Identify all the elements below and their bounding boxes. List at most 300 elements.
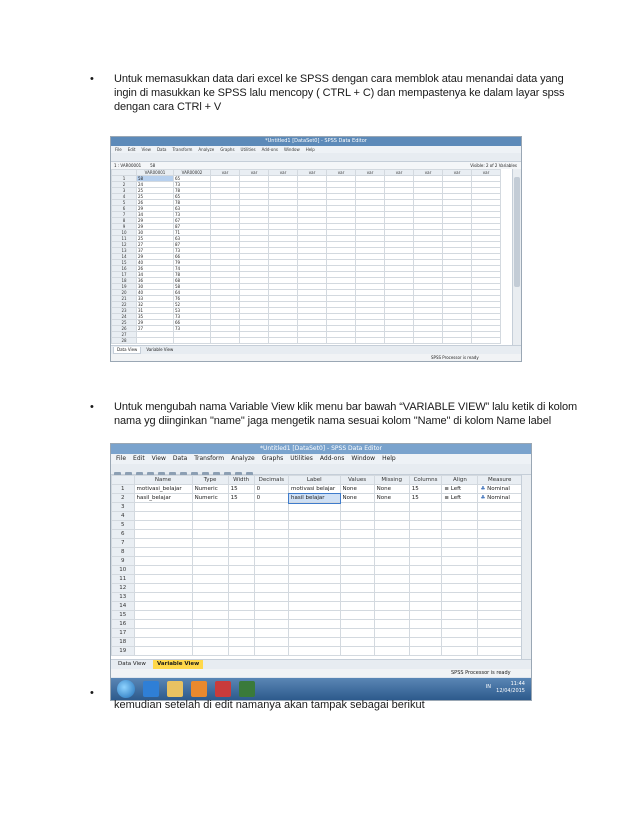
column-header[interactable]: var [298,170,327,176]
column-header[interactable]: Measure [478,476,522,485]
variable-cell[interactable]: 15 [409,485,442,494]
data-cell[interactable]: 32 [137,302,174,308]
variable-cell[interactable] [134,638,192,647]
column-header[interactable]: Width [228,476,254,485]
variable-cell[interactable] [340,521,374,530]
variable-cell[interactable] [409,584,442,593]
variable-cell[interactable] [478,629,522,638]
media-player-icon[interactable] [191,681,207,697]
variable-cell[interactable] [340,584,374,593]
data-cell[interactable]: 65 [174,194,211,200]
menu-item-data[interactable]: Data [156,147,167,152]
variable-cell[interactable] [442,638,478,647]
variable-cell[interactable] [228,629,254,638]
data-cell[interactable]: 40 [137,290,174,296]
row-number[interactable]: 1 [112,485,135,494]
row-number[interactable]: 14 [112,254,137,260]
variable-cell[interactable] [409,593,442,602]
variable-cell[interactable] [254,647,288,656]
data-cell[interactable]: 66 [174,254,211,260]
variable-cell[interactable] [192,539,228,548]
variable-cell[interactable] [192,557,228,566]
variable-cell[interactable] [442,647,478,656]
column-header[interactable]: var [327,170,356,176]
variable-cell[interactable] [254,575,288,584]
row-number[interactable]: 10 [112,566,135,575]
variable-cell[interactable] [478,530,522,539]
variable-cell[interactable]: hasil_belajar [134,494,192,503]
data-cell[interactable]: 25 [137,188,174,194]
column-header[interactable]: Missing [374,476,409,485]
variable-cell[interactable] [192,512,228,521]
variable-cell[interactable] [374,638,409,647]
data-cell[interactable]: 25 [137,194,174,200]
variable-cell[interactable] [478,611,522,620]
variable-cell[interactable]: Numeric [192,485,228,494]
variable-cell[interactable] [289,548,341,557]
variable-cell[interactable] [134,575,192,584]
data-cell[interactable]: 64 [174,290,211,296]
column-header[interactable]: var [385,170,414,176]
variable-cell[interactable] [289,557,341,566]
variable-cell[interactable] [228,611,254,620]
row-number[interactable]: 7 [112,212,137,218]
data-cell[interactable] [414,338,443,344]
vertical-scrollbar[interactable] [521,475,531,659]
variable-cell[interactable] [192,611,228,620]
data-cell[interactable] [385,338,414,344]
column-header[interactable]: var [472,170,501,176]
variable-cell[interactable] [374,602,409,611]
tab-data-view[interactable]: Data View [113,347,141,354]
menu-item-window[interactable]: Window [283,147,300,152]
data-cell[interactable]: 34 [137,272,174,278]
variable-cell[interactable] [134,512,192,521]
data-cell[interactable]: 53 [174,308,211,314]
data-cell[interactable]: 27 [137,326,174,332]
menu-item-edit[interactable]: Edit [133,455,145,462]
variable-cell[interactable]: 15 [409,494,442,503]
data-cell[interactable]: 33 [137,296,174,302]
data-cell[interactable]: 78 [174,188,211,194]
row-number[interactable]: 11 [112,236,137,242]
variable-cell[interactable] [409,629,442,638]
variable-cell[interactable] [254,539,288,548]
menu-item-edit[interactable]: Edit [127,147,136,152]
variable-cell[interactable] [254,584,288,593]
variable-cell[interactable] [442,503,478,512]
menu-item-window[interactable]: Window [351,455,376,462]
data-cell[interactable]: 25 [137,236,174,242]
row-number[interactable]: 14 [112,602,135,611]
variable-cell[interactable] [134,584,192,593]
variable-cell[interactable] [374,557,409,566]
variable-cell[interactable] [192,575,228,584]
variable-cell[interactable] [289,512,341,521]
data-cell[interactable]: 30 [137,230,174,236]
variable-cell[interactable]: None [340,485,374,494]
variable-cell[interactable] [228,557,254,566]
variable-cell[interactable] [478,647,522,656]
variable-cell[interactable] [192,629,228,638]
variable-cell[interactable] [442,620,478,629]
row-number[interactable]: 6 [112,530,135,539]
variable-cell[interactable]: Numeric [192,494,228,503]
variable-cell[interactable] [192,584,228,593]
variable-cell[interactable] [192,602,228,611]
row-number[interactable]: 12 [112,584,135,593]
row-number[interactable]: 5 [112,521,135,530]
row-number[interactable]: 1 [112,176,137,182]
variable-cell[interactable] [289,584,341,593]
data-cell[interactable]: 35 [137,314,174,320]
menu-item-help[interactable]: Help [305,147,315,152]
variable-cell[interactable] [228,548,254,557]
variable-cell[interactable] [340,548,374,557]
menu-item-addons[interactable]: Add-ons [319,455,345,462]
data-cell[interactable]: 26 [137,266,174,272]
row-number[interactable]: 4 [112,512,135,521]
variable-cell[interactable] [289,602,341,611]
cell-value[interactable]: 58 [150,163,156,168]
menu-item-data[interactable]: Data [172,455,188,462]
scrollbar-thumb[interactable] [514,177,520,287]
variable-cell[interactable] [192,503,228,512]
row-number[interactable]: 15 [112,260,137,266]
variable-cell[interactable]: 15 [228,494,254,503]
variable-grid[interactable] [111,475,522,659]
variable-cell[interactable] [442,512,478,521]
row-number[interactable]: 19 [112,647,135,656]
column-header[interactable]: var [414,170,443,176]
variable-cell[interactable] [409,503,442,512]
ie-browser-icon[interactable] [143,681,159,697]
variable-cell[interactable] [374,575,409,584]
data-cell[interactable]: 73 [174,326,211,332]
variable-cell[interactable] [340,575,374,584]
variable-cell[interactable] [340,557,374,566]
row-number[interactable]: 4 [112,194,137,200]
row-number[interactable]: 2 [112,494,135,503]
variable-cell[interactable] [289,629,341,638]
row-number[interactable]: 13 [112,248,137,254]
variable-cell[interactable] [340,611,374,620]
variable-cell[interactable] [134,530,192,539]
variable-cell[interactable] [340,593,374,602]
data-cell[interactable]: 73 [174,212,211,218]
menu-item-utilities[interactable]: Utilities [290,455,313,462]
row-number[interactable]: 7 [112,539,135,548]
variable-cell[interactable] [340,539,374,548]
menu-item-view[interactable]: View [151,455,166,462]
menu-item-analyze[interactable]: Analyze [198,147,215,152]
tab-variable-view[interactable]: Variable View [153,660,203,669]
variable-cell[interactable] [374,539,409,548]
variable-cell[interactable] [340,629,374,638]
data-cell[interactable] [298,338,327,344]
variable-cell[interactable] [228,521,254,530]
column-header[interactable] [112,476,135,485]
column-header[interactable]: Decimals [254,476,288,485]
menu-item-help[interactable]: Help [382,455,396,462]
variable-cell[interactable] [340,530,374,539]
row-number[interactable]: 3 [112,503,135,512]
start-button-icon[interactable] [117,680,135,698]
variable-cell[interactable] [442,584,478,593]
row-number[interactable]: 25 [112,320,137,326]
variable-cell[interactable] [134,521,192,530]
variable-cell[interactable] [228,575,254,584]
variable-cell[interactable] [228,602,254,611]
variable-cell[interactable] [374,512,409,521]
data-cell[interactable] [211,338,240,344]
tray-clock[interactable] [496,681,525,695]
variable-cell[interactable] [254,620,288,629]
variable-cell[interactable]: None [374,485,409,494]
variable-cell[interactable] [409,611,442,620]
row-number[interactable]: 21 [112,296,137,302]
data-cell[interactable]: 34 [137,212,174,218]
variable-cell[interactable]: hasil belajar [289,494,341,503]
data-cell[interactable]: 40 [137,260,174,266]
variable-cell[interactable] [289,620,341,629]
variable-cell[interactable] [228,512,254,521]
variable-cell[interactable] [374,503,409,512]
variable-cell[interactable] [409,539,442,548]
variable-cell[interactable]: None [340,494,374,503]
variable-cell[interactable]: motivasi_belajar [134,485,192,494]
variable-cell[interactable] [442,530,478,539]
variable-cell[interactable] [442,629,478,638]
data-cell[interactable]: 30 [137,284,174,290]
data-cell[interactable]: 73 [174,182,211,188]
data-cell[interactable]: 67 [174,218,211,224]
data-cell[interactable]: 65 [174,176,211,182]
variable-cell[interactable] [254,557,288,566]
variable-cell[interactable] [192,521,228,530]
row-number[interactable]: 2 [112,182,137,188]
row-number[interactable]: 8 [112,218,137,224]
column-header[interactable]: var [356,170,385,176]
tray-language[interactable]: IN [485,684,491,690]
variable-cell[interactable] [192,530,228,539]
data-cell[interactable]: 63 [174,236,211,242]
variable-cell[interactable] [192,548,228,557]
data-cell[interactable]: 76 [174,296,211,302]
column-header[interactable]: var [211,170,240,176]
variable-cell[interactable] [289,647,341,656]
data-cell[interactable] [174,338,211,344]
data-cell[interactable]: 71 [174,230,211,236]
variable-cell[interactable] [254,530,288,539]
row-number[interactable]: 10 [112,230,137,236]
row-number[interactable]: 3 [112,188,137,194]
align-cell[interactable] [442,494,478,503]
menu-item-transform[interactable]: Transform [172,147,193,152]
row-number[interactable]: 28 [112,338,137,344]
data-cell[interactable] [137,338,174,344]
data-cell[interactable]: 24 [137,182,174,188]
variable-cell[interactable] [442,611,478,620]
column-header[interactable]: Columns [409,476,442,485]
variable-cell[interactable] [374,566,409,575]
variable-cell[interactable] [409,530,442,539]
data-cell[interactable]: 78 [174,200,211,206]
column-header[interactable]: var [443,170,472,176]
variable-cell[interactable] [228,530,254,539]
variable-cell[interactable] [228,584,254,593]
variable-cell[interactable] [192,566,228,575]
variable-cell[interactable] [228,503,254,512]
column-header[interactable]: VAR00001 [137,170,174,176]
row-number[interactable]: 6 [112,206,137,212]
data-cell[interactable]: 29 [137,320,174,326]
data-cell[interactable]: 29 [137,224,174,230]
row-number[interactable]: 11 [112,575,135,584]
data-cell[interactable]: 31 [137,308,174,314]
variable-cell[interactable] [134,548,192,557]
variable-cell[interactable] [254,593,288,602]
variable-cell[interactable] [254,602,288,611]
variable-cell[interactable] [134,647,192,656]
data-cell[interactable] [327,338,356,344]
variable-cell[interactable] [340,647,374,656]
variable-cell[interactable] [134,593,192,602]
row-number[interactable]: 9 [112,557,135,566]
variable-cell[interactable] [340,620,374,629]
variable-cell[interactable] [478,539,522,548]
variable-cell[interactable] [134,611,192,620]
menu-item-file[interactable]: File [116,455,127,462]
variable-cell[interactable] [254,503,288,512]
menu-item-analyze[interactable]: Analyze [231,455,255,462]
row-number[interactable]: 16 [112,266,137,272]
word-app-icon[interactable] [239,681,255,697]
row-number[interactable]: 17 [112,629,135,638]
variable-cell[interactable] [478,602,522,611]
measure-cell[interactable] [478,494,522,503]
variable-cell[interactable] [254,512,288,521]
menu-item-graphs[interactable]: Graphs [220,147,235,152]
variable-cell[interactable] [442,575,478,584]
variable-cell[interactable] [409,602,442,611]
variable-cell[interactable] [192,647,228,656]
variable-cell[interactable] [374,611,409,620]
variable-cell[interactable] [134,557,192,566]
row-number[interactable]: 18 [112,278,137,284]
tab-variable-view[interactable]: Variable View [146,347,174,352]
column-header[interactable]: Type [192,476,228,485]
variable-cell[interactable] [478,593,522,602]
variable-cell[interactable] [192,638,228,647]
variable-cell[interactable] [228,647,254,656]
variable-cell[interactable]: None [374,494,409,503]
data-cell[interactable]: 58 [174,284,211,290]
variable-cell[interactable] [409,575,442,584]
measure-cell[interactable] [478,485,522,494]
variable-cell[interactable] [409,548,442,557]
variable-cell[interactable]: motivasi belajar [289,485,341,494]
variable-cell[interactable] [228,638,254,647]
variable-cell[interactable] [289,521,341,530]
data-cell[interactable]: 36 [137,278,174,284]
data-cell[interactable] [269,338,298,344]
variable-cell[interactable] [374,521,409,530]
row-number[interactable]: 8 [112,548,135,557]
variable-cell[interactable] [478,584,522,593]
variable-cell[interactable] [478,503,522,512]
data-cell[interactable]: 29 [137,254,174,260]
variable-cell[interactable] [374,584,409,593]
row-number[interactable]: 19 [112,284,137,290]
variable-cell[interactable] [478,575,522,584]
variable-cell[interactable] [409,647,442,656]
menu-item-view[interactable]: View [141,147,151,152]
data-cell[interactable]: 26 [137,200,174,206]
variable-cell[interactable] [289,638,341,647]
file-explorer-icon[interactable] [167,681,183,697]
row-number[interactable]: 18 [112,638,135,647]
variable-cell[interactable] [254,629,288,638]
column-header[interactable]: VAR00002 [174,170,211,176]
variable-cell[interactable] [374,629,409,638]
variable-cell[interactable] [442,539,478,548]
row-number[interactable]: 9 [112,224,137,230]
variable-cell[interactable] [374,530,409,539]
variable-cell[interactable] [442,557,478,566]
data-cell[interactable] [472,338,501,344]
variable-cell[interactable] [409,557,442,566]
data-cell[interactable]: 74 [174,266,211,272]
column-header[interactable]: var [269,170,298,176]
column-header[interactable]: Values [340,476,374,485]
variable-cell[interactable] [442,548,478,557]
data-cell[interactable]: 87 [174,242,211,248]
variable-cell[interactable] [374,620,409,629]
variable-cell[interactable] [442,593,478,602]
variable-cell[interactable] [409,638,442,647]
spss-app-icon[interactable] [215,681,231,697]
variable-cell[interactable] [374,593,409,602]
variable-cell[interactable] [478,566,522,575]
variable-cell[interactable] [134,602,192,611]
row-number[interactable]: 13 [112,593,135,602]
variable-cell[interactable] [254,548,288,557]
variable-cell[interactable] [289,575,341,584]
data-grid[interactable] [111,169,513,346]
column-header[interactable]: Name [134,476,192,485]
row-number[interactable]: 5 [112,200,137,206]
data-cell[interactable] [240,338,269,344]
row-number[interactable]: 12 [112,242,137,248]
data-cell[interactable]: 58 [137,176,174,182]
column-header[interactable]: Label [289,476,341,485]
row-number[interactable]: 16 [112,620,135,629]
row-number[interactable]: 20 [112,290,137,296]
menu-item-addons[interactable]: Add-ons [261,147,278,152]
variable-cell[interactable] [340,566,374,575]
row-number[interactable]: 17 [112,272,137,278]
variable-cell[interactable] [374,548,409,557]
variable-cell[interactable] [289,530,341,539]
variable-cell[interactable] [289,539,341,548]
variable-cell[interactable] [289,611,341,620]
variable-cell[interactable] [254,611,288,620]
column-header[interactable]: var [240,170,269,176]
variable-cell[interactable] [289,503,341,512]
variable-cell[interactable] [228,593,254,602]
variable-cell[interactable] [134,503,192,512]
